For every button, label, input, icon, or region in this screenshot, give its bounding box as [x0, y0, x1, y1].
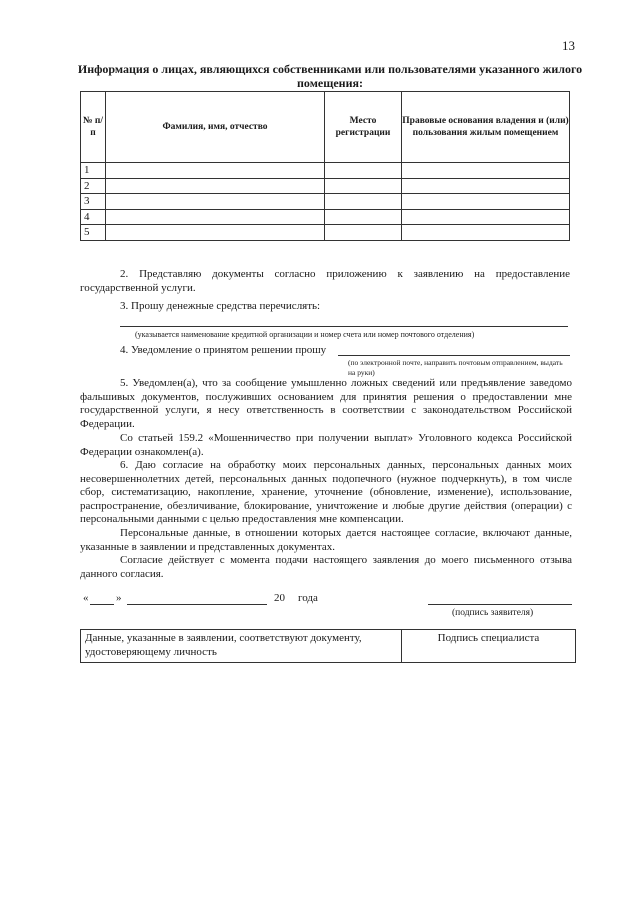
- row-number: 5: [81, 225, 106, 241]
- table-row[interactable]: [81, 225, 570, 241]
- name-cell[interactable]: [106, 209, 325, 225]
- row-number: 1: [81, 163, 106, 179]
- name-cell[interactable]: [106, 194, 325, 210]
- verification-text: Данные, указанные в заявлении, соответствуют документу, удостоверяющему личность: [81, 630, 402, 663]
- day-field[interactable]: [90, 604, 114, 605]
- year-word: года: [298, 592, 318, 604]
- signature-hint: (подпись заявителя): [452, 608, 534, 618]
- registration-cell[interactable]: [325, 163, 402, 179]
- item-4: 4. Уведомление о принятом решении прошу: [120, 344, 327, 356]
- name-cell[interactable]: [106, 225, 325, 241]
- table-row[interactable]: [81, 194, 570, 210]
- item-4-hint: (по электронной почте, направить почтовым отправлением, выдать на руки): [348, 358, 563, 377]
- basis-cell[interactable]: [402, 194, 570, 210]
- article-notice: Со статьей 159.2 «Мошенничество при получении выплат» Уголовного кодекса Российской Федерации ознакомлен(а).: [80, 432, 572, 458]
- basis-cell[interactable]: [402, 225, 570, 241]
- registration-cell[interactable]: [325, 225, 402, 241]
- basis-cell[interactable]: [402, 163, 570, 179]
- col-registration: Место регистрации: [325, 92, 402, 163]
- specialist-signature-cell[interactable]: [402, 630, 576, 663]
- registration-cell[interactable]: [325, 194, 402, 210]
- section-title: Информация о лицах, являющихся собственниками или пользователями указанного жилого помещения:: [77, 62, 583, 90]
- table-row[interactable]: [81, 209, 570, 225]
- table-row[interactable]: [81, 163, 570, 179]
- name-cell[interactable]: [106, 178, 325, 194]
- col-legal-basis: Правовые основания владения и (или) пользования жилым помещением: [402, 92, 570, 163]
- row-number: 2: [81, 178, 106, 194]
- bank-hint: (указывается наименование кредитной организации и номер счета или номер почтового отделения): [135, 330, 475, 339]
- consent-scope: Персональные данные, в отношении которых дается настоящее согласие, включают данные, указанные в заявлении и представленных документах.: [80, 527, 572, 553]
- page-number: 13: [562, 38, 575, 53]
- bank-account-field[interactable]: [120, 326, 568, 327]
- col-full-name: Фамилия, имя, отчество: [106, 92, 325, 163]
- item-5: 5. Уведомлен(а), что за сообщение умышленно ложных сведений или предъявление заведомо фальшивых документов, послуживших основанием для принятия решения о предоставлении мне государственной услуги, я несу ответственность в соответствии с законодательством Российской Федерации.: [80, 377, 572, 430]
- verification-table: [80, 629, 576, 663]
- registration-cell[interactable]: [325, 209, 402, 225]
- basis-cell[interactable]: [402, 178, 570, 194]
- row-number: 3: [81, 194, 106, 210]
- row-number: 4: [81, 209, 106, 225]
- applicant-signature-field[interactable]: [428, 604, 572, 605]
- item-6: 6. Даю согласие на обработку моих персональных данных, персональных данных моих несовершеннолетних детей, персональных данных подопечного (нужное подчеркнуть), в том числе сбор, систематизацию, накопление, хранение, уточнение (обновление, изменение), использование, распространение, обезличивание, блокирование, уничтожение и любые другие действия (операции) с персональными данными с целью предоставления мне компенсации.: [80, 459, 572, 526]
- consent-duration: Согласие действует с момента подачи настоящего заявления до моего письменного отзыва данного согласия.: [80, 554, 572, 580]
- basis-cell[interactable]: [402, 209, 570, 225]
- month-field[interactable]: [127, 604, 267, 605]
- name-cell[interactable]: [106, 163, 325, 179]
- item-2: 2. Представляю документы согласно приложению к заявлению на предоставление государственной услуги.: [80, 268, 570, 294]
- specialist-signature-label: Подпись специалиста: [437, 632, 540, 644]
- col-number: № п/п: [81, 92, 106, 163]
- date-close-quote: »: [116, 592, 122, 604]
- year-prefix: 20: [274, 592, 285, 604]
- registration-cell[interactable]: [325, 178, 402, 194]
- notification-method-field[interactable]: [338, 355, 570, 356]
- owners-table: [80, 91, 570, 241]
- table-row[interactable]: [81, 178, 570, 194]
- table-header-row: [81, 92, 570, 163]
- date-open-quote: «: [83, 592, 89, 604]
- item-3: 3. Прошу денежные средства перечислять:: [120, 300, 321, 312]
